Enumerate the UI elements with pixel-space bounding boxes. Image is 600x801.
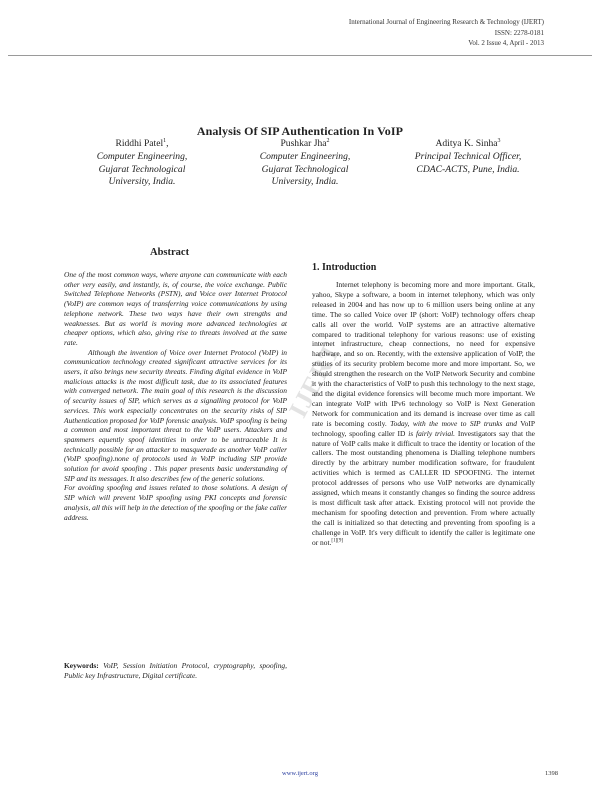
author-sup: 3 (497, 137, 501, 144)
author-affiliation: Principal Technical Officer, (414, 150, 522, 162)
intro-text: Internet telephony is becoming more and more important. Gtalk, yahoo, Skype a software, a boom in internet telephony, which was only released in 2004 and has now up to 6 million users being online at any time. The so called Voice over IP (short: VoIP) technology offers cheap calls all over the world. VoIP systems are an attractive alternative compared to traditional telephony for various reasons: use of existing internet infrastructure, cheap connections, no need for expensive hardware, and so on. Recently, with the extensive application of VoIP, the studies of its security problem become more and more important. So, we should strengthen the research on the VoIP Network Security and combine it with the characteristics of VoIP to push this technology to the next stage, and the digital evidence forensics will become much more important. We can integrate VoIP with IPv6 technology so VoIP is Next Generation Network for communication and its demand is increase over time as call rate is becoming costly. (312, 280, 535, 428)
page-number: 1398 (545, 770, 558, 777)
journal-issn: ISSN: 2278-0181 (494, 28, 544, 37)
intro-body (312, 280, 535, 547)
abstract-paragraph: Although the invention of Voice over Internet Protocol (VoIP) in communication technology created significant attractive services for its users, it also brings new security threats. Finding digital evidence in VoIP malicious attacks is the most difficult task, due to its associated features with converged network. The main goal of this research is the discussion of security issues of SIP, which serves as a signalling protocol for VoIP services. This work especially concentrates on the security risks of SIP Authentication proposed for VoIP forensic analysis. VoIP spoofing is being a common and most important threat to the VoIP users. Attackers and spammers equently spoof identities in order to be untraceable It is technically possible for an attacker to masquerade as another VoIP caller (VoIP spoofing).none of protocols used in VoIP including SIP provide solution for avoid spoofing . This paper presents basic understanding of SIP and its messages. It also describes few of the generic solutions. (64, 347, 287, 483)
author-affiliation: Computer Engineering, (259, 150, 351, 162)
abstract-paragraph: For avoiding spoofing and issues related to those solutions. A design of SIP which will prevent VoIP spoofing using PKI concepts and forensic analysis, all this will help in the detection of the spoofing or the fake caller address. (64, 483, 287, 522)
keywords-label: Keywords: (64, 661, 99, 670)
author-1 (72, 138, 212, 189)
keywords-text: VoIP, Session Initiation Protocol, cryptography, spoofing, Public key Infrastructure, Digital certificate. (64, 661, 287, 680)
header-rule (8, 55, 592, 56)
paper-title: Analysis Of SIP Authentication In VoIP (196, 124, 404, 138)
author-3 (388, 138, 548, 176)
author-affiliation: University, India. (108, 176, 176, 188)
author-affiliation: CDAC-ACTS, Pune, India. (416, 163, 520, 175)
author-affiliation: University, India. (271, 176, 339, 188)
author-2 (235, 138, 375, 189)
intro-text: Investigators say that the nature of VoIP calls make it difficult to trace the identity or location of the callers. The most outstanding phenomena is Dialling telephone numbers directly by the arbitrary number modification software, for fraudulent activities which is termed as CALLER ID SPOOFING. The internet protocol addresses of persons who use VoIP networks are dynamically assigned, which means it constantly changes so finding the source address is most difficult task after attack. Existing protocol will not provide the mechanism for spoofing detection and prevention. From where actually the call is initialized so that detecting and preventing from spoofing is a challenge in VoIP. It's very difficult to identify the caller is legitimate one or not. (312, 428, 535, 547)
author-affiliation: Gujarat Technological (261, 163, 349, 175)
journal-name: International Journal of Engineering Research & Technology (IJERT) (348, 18, 544, 26)
citation: [1][9] (331, 538, 344, 544)
intro-italic: is fairly trivial. (408, 428, 456, 438)
author-affiliation: Computer Engineering, (96, 150, 188, 162)
author-sup: 2 (326, 137, 330, 144)
author-name: Riddhi Patel (115, 138, 164, 149)
footer-url[interactable]: www.ijert.org (282, 770, 318, 777)
author-name: Pushkar Jha (280, 138, 327, 149)
intro-italic: Today, with the move to SIP trunks and (390, 418, 517, 428)
keywords (64, 661, 287, 680)
abstract-body (64, 270, 287, 522)
intro-paragraph (312, 280, 535, 547)
journal-header (349, 17, 544, 49)
author-name: Aditya K. Sinha (435, 138, 498, 149)
journal-volume: Vol. 2 Issue 4, April - 2013 (468, 39, 544, 47)
abstract-paragraph: One of the most common ways, where anyone can communicate with each other very easily, and instantly, is, of course, the voice exchange. Public Switched Telephone Networks (PSTN), and Voice over Internet Protocol (VoIP) are common ways of transferring voice communications by using telephone network. These two ways have their own strengths and weaknesses. But as world is moving more advanced technologies at cheaper options, which also, giving rise to threats involved at the same rate. (64, 270, 287, 347)
author-sup: 1 (163, 137, 167, 144)
watermark: IJERT (283, 337, 347, 423)
author-trail: , (166, 138, 169, 149)
intro-text: VoIP technology, spoofing caller ID (312, 418, 536, 438)
abstract-heading: Abstract (150, 247, 190, 258)
author-affiliation: Gujarat Technological (98, 163, 186, 175)
intro-heading: 1. Introduction (312, 262, 377, 273)
